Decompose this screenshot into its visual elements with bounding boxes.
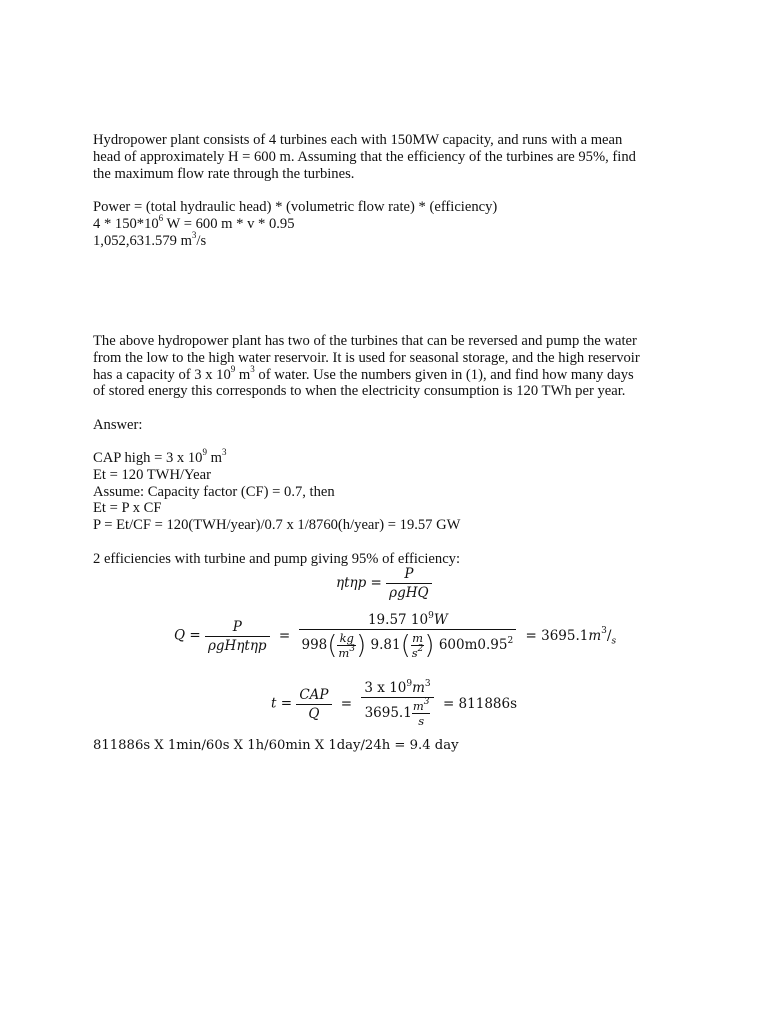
text-line bbox=[93, 447, 683, 467]
subscript: s bbox=[611, 636, 617, 647]
answer-1-paragraph bbox=[93, 199, 683, 249]
equation-time bbox=[271, 680, 522, 728]
fraction-denominator: Q bbox=[296, 704, 331, 722]
final-conversion-line: 811886s X 1min/60s X 1h/60min X 1day/24h = 9.4 day bbox=[93, 738, 459, 753]
unit-fraction bbox=[412, 699, 431, 728]
text-line: The above hydropower plant has two of the turbines that can be reversed and pump the water bbox=[93, 333, 637, 349]
text-line: of stored energy this corresponds to when the electricity consumption is 120 TWh per year. bbox=[93, 383, 626, 400]
text-line: the maximum flow rate through the turbines. bbox=[93, 165, 355, 182]
superscript: 2 bbox=[507, 635, 514, 646]
result bbox=[525, 626, 617, 647]
paren-open: ( bbox=[400, 630, 411, 661]
text-line: Hydropower plant consists of 4 turbines each with 150MW capacity, and runs with a mean bbox=[93, 132, 623, 148]
equation-flow-rate bbox=[174, 612, 621, 660]
fraction-denominator bbox=[411, 645, 425, 660]
superscript: 3 bbox=[221, 447, 227, 458]
text-part: = 3695.1 bbox=[525, 627, 589, 644]
fraction bbox=[299, 612, 516, 660]
text-part: / bbox=[606, 627, 612, 644]
fraction-numerator: P bbox=[404, 566, 414, 582]
superscript: 9 bbox=[202, 447, 207, 458]
fraction-denominator: s bbox=[412, 713, 431, 728]
equals-sign: = bbox=[340, 695, 353, 712]
unit: m bbox=[588, 627, 602, 644]
fraction-denominator bbox=[337, 645, 356, 660]
superscript: 3 bbox=[349, 644, 356, 655]
superscript: 9 bbox=[406, 678, 413, 689]
superscript: 3 bbox=[423, 697, 430, 708]
text-part: W bbox=[433, 612, 448, 628]
fraction-numerator: m bbox=[412, 631, 423, 645]
unit-fraction bbox=[411, 631, 425, 660]
text-part: 1,052,631.579 m bbox=[93, 232, 192, 249]
answer-label bbox=[93, 417, 683, 434]
result: = 811886s bbox=[442, 695, 518, 712]
equation-lhs: t = bbox=[271, 695, 293, 712]
text-part: 19.57 10 bbox=[367, 612, 429, 628]
text-part: 9.81 bbox=[370, 637, 401, 653]
text-part: /s bbox=[196, 232, 207, 249]
text-line: Et = 120 TWH/Year bbox=[93, 466, 211, 483]
paren-close: ) bbox=[424, 630, 435, 661]
text-part: 3695.1 bbox=[364, 705, 412, 721]
text-part: 3 x 10 bbox=[364, 680, 407, 696]
text-line bbox=[93, 229, 683, 250]
fraction-denominator: ρgHQ bbox=[386, 583, 431, 601]
equation-lhs: ηtηp = bbox=[336, 575, 382, 591]
fraction-numerator: CAP bbox=[299, 686, 329, 703]
text-line: P = Et/CF = 120(TWH/year)/0.7 x 1/8760(h/year) = 19.57 GW bbox=[93, 517, 461, 534]
text-line: Power = (total hydraulic head) * (volumetric flow rate) * (efficiency) bbox=[93, 199, 498, 215]
question-2-paragraph bbox=[93, 333, 683, 400]
text-line: Assume: Capacity factor (CF) = 0.7, then bbox=[93, 483, 335, 500]
fraction-numerator bbox=[412, 699, 431, 713]
text-line: from the low to the high water reservoir. It is used for seasonal storage, and the high reservoir bbox=[93, 349, 640, 366]
text-part: W = 600 m * v * 0.95 bbox=[163, 215, 295, 232]
text-part: s bbox=[411, 646, 418, 660]
text-part: 600m0.95 bbox=[438, 637, 508, 653]
text-line bbox=[93, 363, 683, 384]
fraction bbox=[296, 687, 331, 722]
fraction bbox=[205, 619, 270, 654]
text-line: Answer: bbox=[93, 417, 143, 433]
paren-open: ( bbox=[327, 630, 338, 661]
text-part: CAP high = 3 x 10 bbox=[93, 450, 203, 466]
text-part: m bbox=[412, 699, 424, 713]
text-part: m bbox=[235, 366, 251, 383]
fraction-numerator: kg bbox=[339, 631, 354, 645]
text-line: Et = P x CF bbox=[93, 500, 162, 517]
unit-fraction bbox=[337, 631, 356, 660]
superscript: 9 bbox=[230, 363, 236, 374]
fraction-denominator bbox=[361, 697, 433, 728]
equals-sign: = bbox=[278, 627, 291, 644]
fraction-numerator bbox=[299, 612, 516, 629]
fraction-numerator: P bbox=[232, 618, 242, 635]
question-1-paragraph bbox=[93, 132, 683, 182]
text-line: 2 efficiencies with turbine and pump giving 95% of efficiency: bbox=[93, 551, 461, 567]
text-line: head of approximately H = 600 m. Assuming that the efficiency of the turbines are 95%, find bbox=[93, 148, 636, 165]
fraction bbox=[361, 680, 433, 728]
fraction bbox=[386, 566, 431, 601]
fraction-denominator bbox=[299, 629, 516, 660]
text-line bbox=[93, 212, 683, 233]
superscript: 3 bbox=[601, 626, 607, 636]
text-part: m bbox=[206, 450, 222, 466]
text-part: 4 * 150*10 bbox=[93, 215, 159, 232]
text-part: 998 bbox=[301, 637, 328, 653]
equation-lhs: Q = bbox=[174, 627, 201, 644]
answer-2-paragraph bbox=[93, 447, 683, 534]
superscript: 3 bbox=[250, 363, 255, 374]
fraction-numerator bbox=[361, 680, 433, 697]
equation-efficiency bbox=[336, 566, 432, 601]
superscript: 2 bbox=[417, 644, 424, 655]
text-part: m bbox=[412, 680, 425, 696]
text-part: has a capacity of 3 x 10 bbox=[93, 366, 231, 383]
fraction-denominator: ρgHηtηp bbox=[205, 636, 270, 654]
superscript: 9 bbox=[428, 610, 434, 621]
superscript: 3 bbox=[424, 678, 431, 689]
superscript: 6 bbox=[158, 212, 164, 223]
text-part: of water. Use the numbers given in (1), and find how many days bbox=[254, 366, 634, 383]
superscript: 3 bbox=[191, 229, 197, 240]
text-part: m bbox=[338, 646, 350, 660]
paren-close: ) bbox=[356, 630, 367, 661]
